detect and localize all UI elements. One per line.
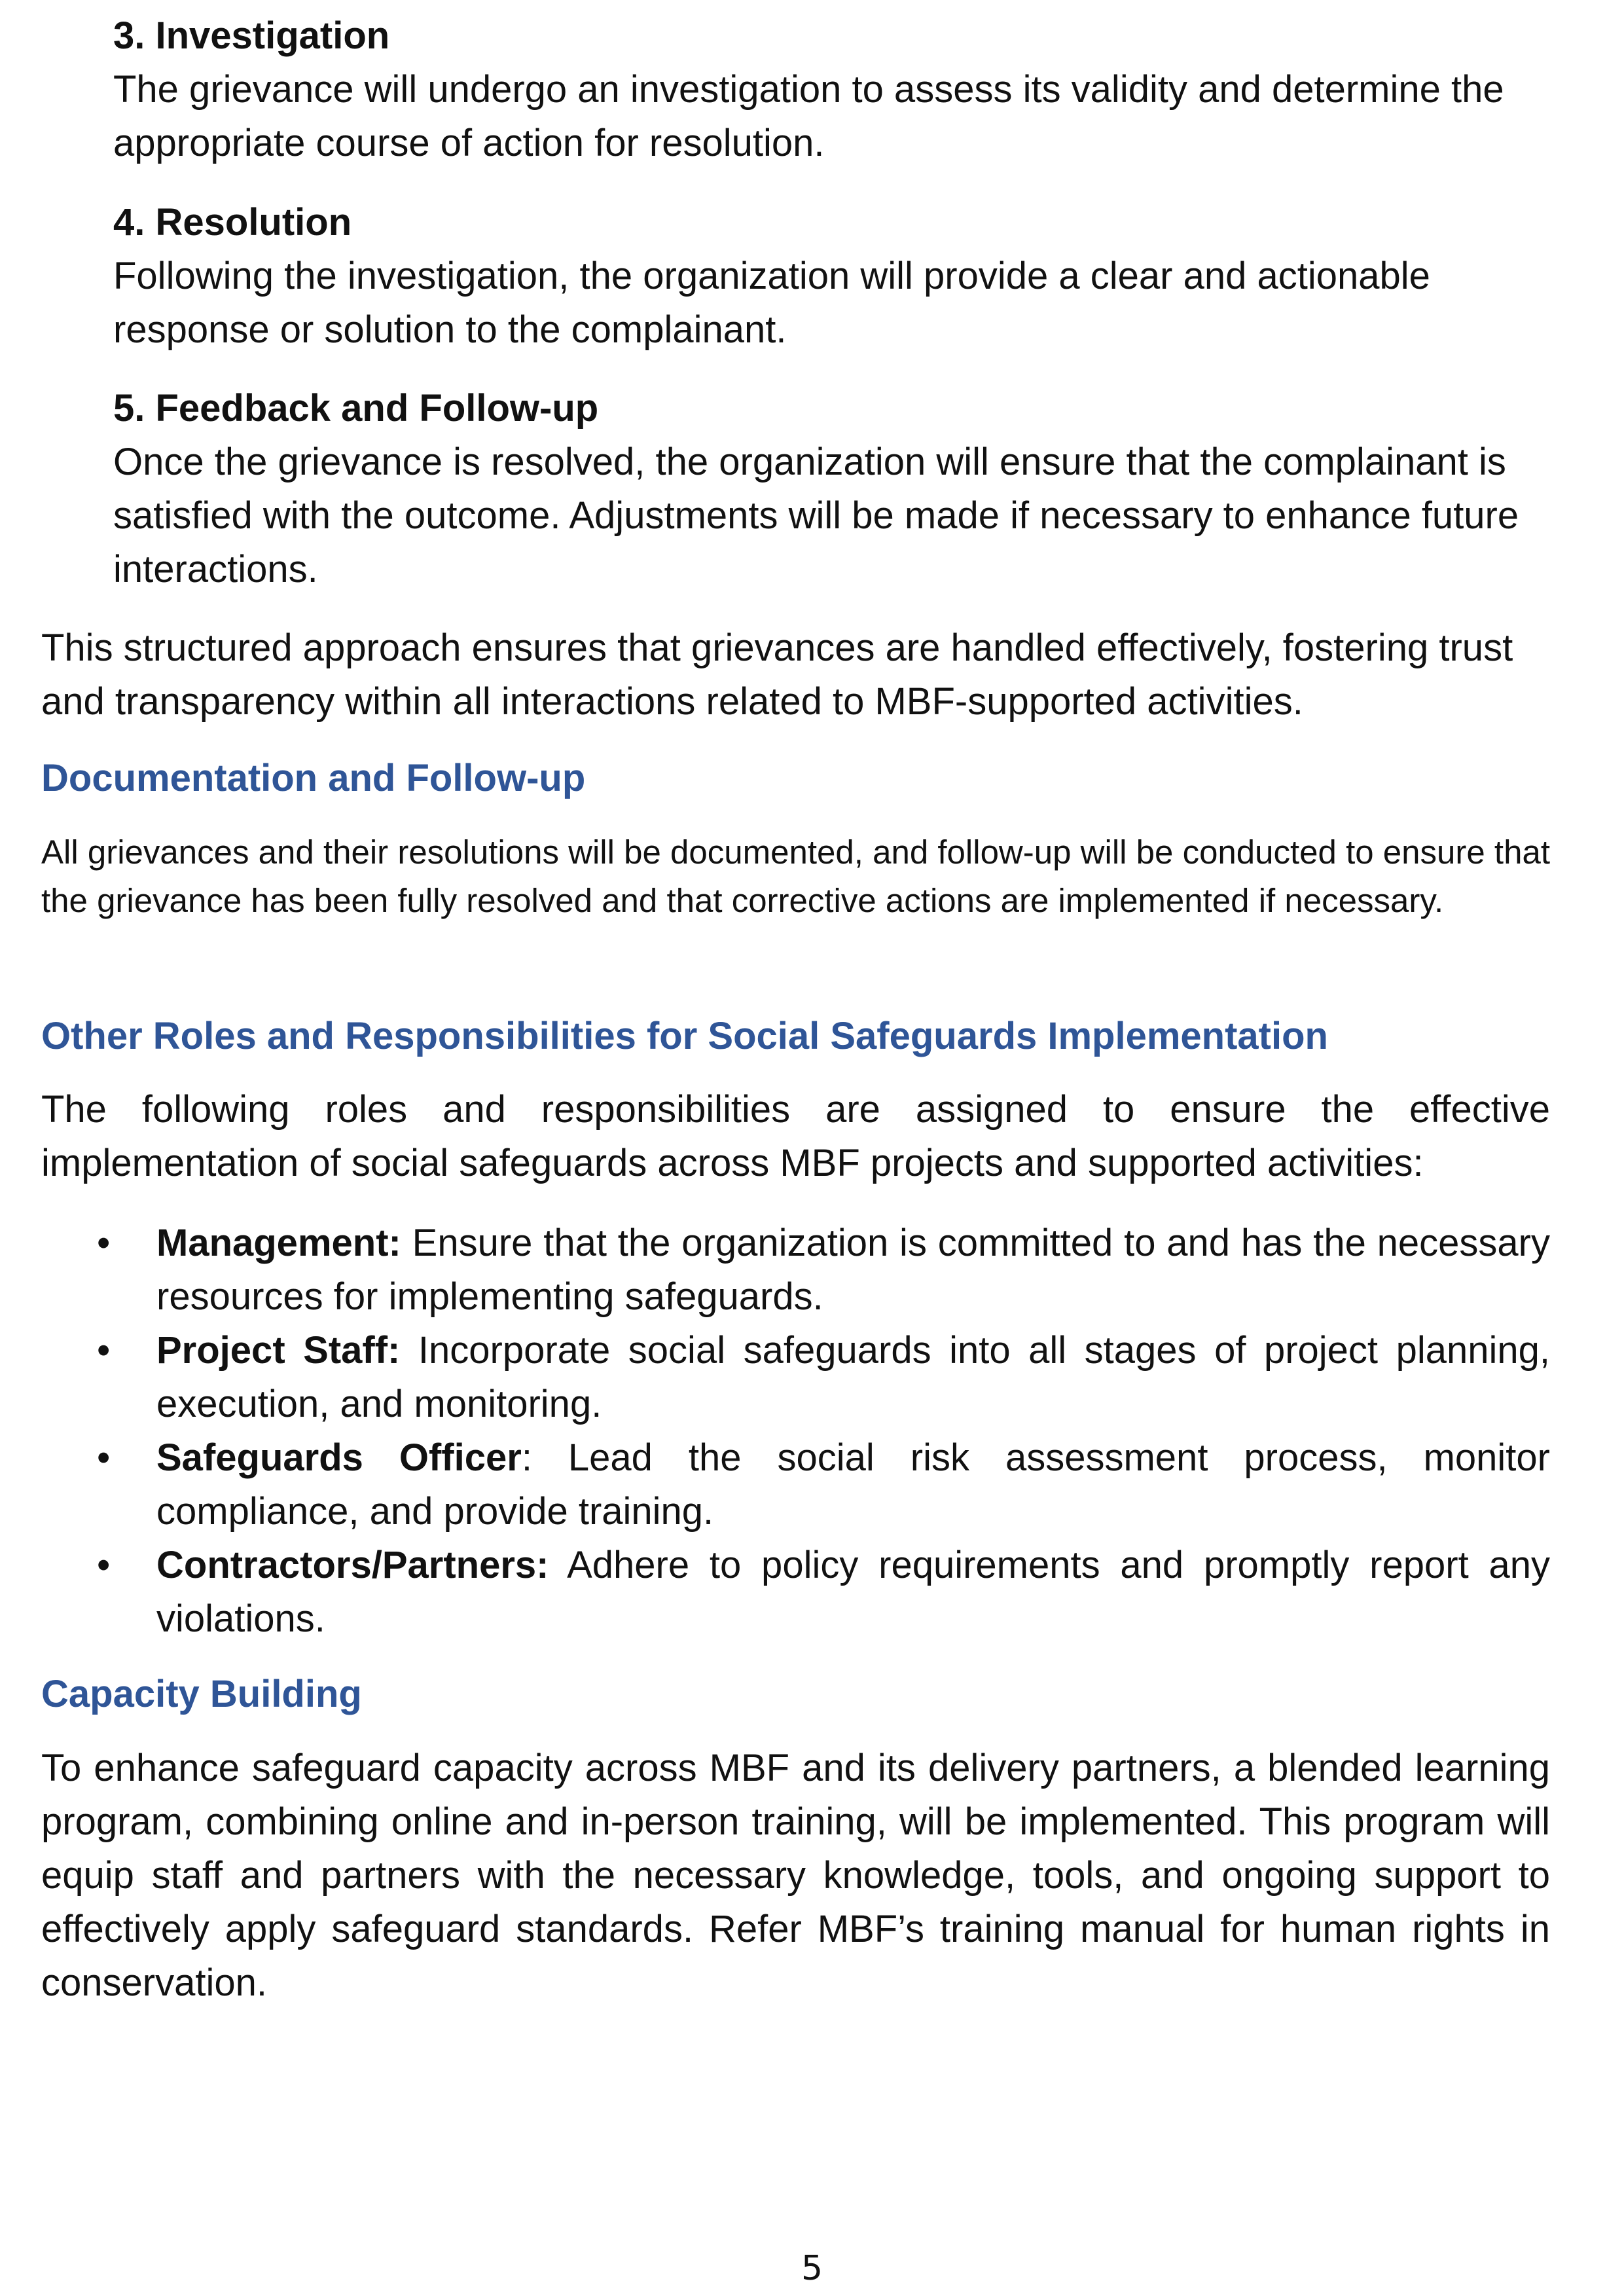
documentation-paragraph: All grievances and their resolutions will be documented, and follow-up will be conducted to ensure that the grievance has been fully resolved and that corrective actions are implemented if necessary. xyxy=(41,833,1550,919)
roles-list xyxy=(41,1216,1550,1646)
role-term: Management: xyxy=(156,1222,401,1264)
step-resolution xyxy=(113,196,1553,357)
role-description: Incorporate social safeguards into all stages of project planning, execution, and monitoring. xyxy=(156,1329,1550,1425)
list-item xyxy=(41,1431,1550,1539)
list-item xyxy=(41,1216,1550,1324)
step-body: Following the investigation, the organization will provide a clear and actionable response or solution to the complainant. xyxy=(113,255,1430,351)
role-term: Safeguards Officer xyxy=(156,1436,522,1479)
list-item xyxy=(41,1324,1550,1431)
step-title: 3. Investigation xyxy=(113,14,390,57)
structured-approach-paragraph: This structured approach ensures that grievances are handled effectively, fostering trust and transparency within all interactions related to MBF-supported activities. xyxy=(41,627,1513,723)
bullet-icon: • xyxy=(97,1329,111,1372)
step-feedback xyxy=(113,382,1553,596)
step-title: 5. Feedback and Follow-up xyxy=(113,387,599,429)
roles-heading: Other Roles and Responsibilities for Social Safeguards Implementation xyxy=(41,1015,1328,1057)
role-term: Contractors/Partners: xyxy=(156,1544,549,1586)
step-title: 4. Resolution xyxy=(113,201,352,244)
list-item xyxy=(41,1539,1550,1646)
step-body: Once the grievance is resolved, the organization will ensure that the complainant is satisfied with the outcome. Adjustments will be made if necessary to enhance future interactions. xyxy=(113,441,1519,591)
capacity-paragraph: To enhance safeguard capacity across MBF and its delivery partners, a blended learning program, combining online and in-person training, will be implemented. This program will equip staff and partners with the necessary knowledge, tools, and ongoing support to effectively apply safeguard standards. Refer MBF’s training manual for human rights in conservation. xyxy=(41,1747,1550,2004)
bullet-icon: • xyxy=(97,1222,111,1264)
bullet-icon: • xyxy=(97,1436,111,1479)
documentation-heading: Documentation and Follow-up xyxy=(41,757,586,799)
step-body: The grievance will undergo an investigation to assess its validity and determine the appropriate course of action for resolution. xyxy=(113,68,1504,164)
bullet-icon: • xyxy=(97,1544,111,1586)
capacity-heading: Capacity Building xyxy=(41,1673,362,1715)
role-description: Adhere to policy requirements and promptly report any violations. xyxy=(156,1544,1550,1640)
role-description: : Lead the social risk assessment process, monitor compliance, and provide training. xyxy=(156,1436,1550,1533)
page-number: 5 xyxy=(801,2249,823,2288)
roles-intro-paragraph: The following roles and responsibilities are assigned to ensure the effective implementation of social safeguards across MBF projects and supported activities: xyxy=(41,1088,1550,1184)
role-description: Ensure that the organization is committed to and has the necessary resources for implementing safeguards. xyxy=(156,1222,1550,1318)
step-investigation xyxy=(113,9,1553,170)
role-term: Project Staff: xyxy=(156,1329,401,1372)
